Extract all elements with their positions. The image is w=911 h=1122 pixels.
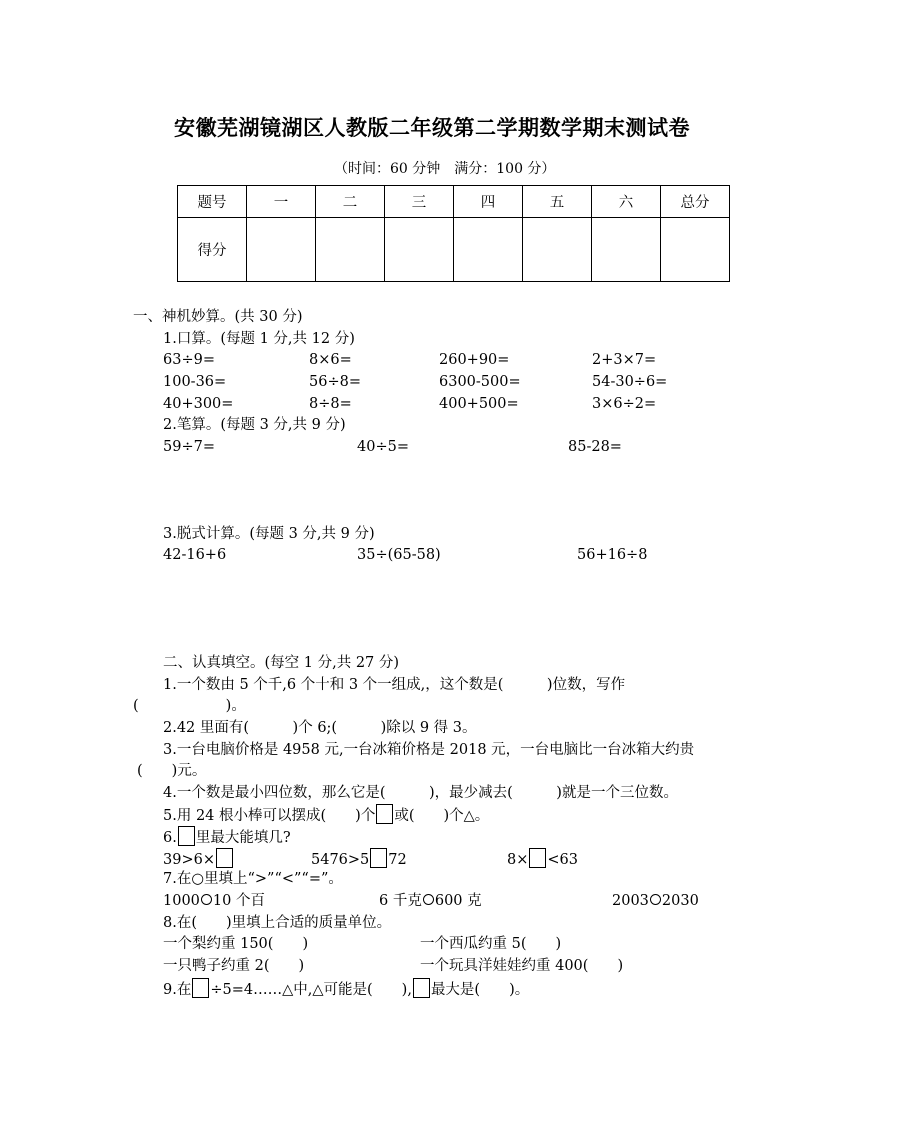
q3-heading: 3.脱式计算。(每题 3 分,共 9 分) [163, 526, 375, 542]
score-table-header-cell: 五 [523, 186, 592, 218]
fill-q6-item-text: 72 [388, 852, 407, 868]
fill-q5-text-b: 或( )个△。 [394, 808, 490, 824]
fill-q6-item [311, 848, 407, 870]
fill-q8-item: 一个梨约重 150( ) [163, 936, 309, 952]
square-icon [192, 978, 209, 998]
section2-heading: 二、认真填空。(每空 1 分,共 27 分) [163, 655, 400, 671]
step-calc-item: 56+16÷8 [577, 547, 648, 563]
square-icon [413, 978, 430, 998]
fill-q5 [163, 804, 489, 826]
fill-q7-item-text: 600 克 [434, 893, 482, 909]
answer-box[interactable] [216, 848, 233, 868]
answer-box[interactable] [529, 848, 546, 868]
oral-calc-item: 400+500= [439, 396, 519, 412]
fill-q6-item-text: 8× [507, 852, 529, 868]
score-cell[interactable] [523, 218, 592, 282]
exam-info: （时间：60 分钟 满分：100 分） [334, 161, 556, 177]
q2-heading: 2.笔算。(每题 3 分,共 9 分) [163, 417, 346, 433]
step-calc-item: 35÷(65-58) [357, 547, 441, 563]
score-table-row-label: 得分 [178, 218, 247, 282]
fill-q8-item: 一个西瓜约重 5( ) [420, 936, 562, 952]
written-calc-item: 85-28= [568, 439, 622, 455]
oral-calc-item: 6300-500= [439, 374, 521, 390]
oral-calc-item: 8×6= [309, 352, 352, 368]
written-calc-item: 40÷5= [357, 439, 409, 455]
fill-q9 [163, 978, 529, 1000]
fill-q9-text-a: 9.在 [163, 982, 192, 998]
score-cell[interactable] [454, 218, 523, 282]
score-cell[interactable] [385, 218, 454, 282]
oral-calc-item: 2+3×7= [592, 352, 657, 368]
fill-q8-heading: 8.在( )里填上合适的质量单位。 [163, 915, 392, 931]
fill-q3-line2: ( )元。 [137, 763, 207, 779]
oral-calc-item: 56÷8= [309, 374, 361, 390]
oral-calc-item: 8÷8= [309, 396, 352, 412]
fill-q6-item [163, 848, 234, 870]
score-table-header-row [178, 186, 730, 218]
score-table-score-row [178, 218, 730, 282]
fill-q4: 4.一个数是最小四位数，那么它是( )，最少减去( )就是一个三位数。 [163, 785, 678, 801]
oral-calc-item: 100-36= [163, 374, 227, 390]
fill-q1-line2: ( )。 [133, 698, 246, 714]
fill-q6-item-text: 39>6× [163, 852, 215, 868]
score-table-header-cell: 一 [247, 186, 316, 218]
section1-heading: 一、神机妙算。(共 30 分) [133, 309, 303, 325]
fill-q7-item-text: 1000 [163, 893, 200, 909]
fill-q7-item [379, 891, 482, 911]
fill-q6-item-text: <63 [547, 852, 578, 868]
fill-q6-number: 6. [163, 830, 177, 846]
score-table [177, 185, 730, 282]
score-table-header-cell: 三 [385, 186, 454, 218]
fill-q7-item-text: 10 个百 [212, 893, 265, 909]
fill-q7-item-text: 6 千克 [379, 893, 422, 909]
step-calc-item: 42-16+6 [163, 547, 227, 563]
fill-q6-item [507, 848, 578, 870]
score-table-header-cell: 六 [592, 186, 661, 218]
fill-q8-item: 一个玩具洋娃娃约重 400( ) [420, 958, 624, 974]
fill-q7-item [163, 891, 265, 911]
fill-q3-line1: 3.一台电脑价格是 4958 元,一台冰箱价格是 2018 元，一台电脑比一台冰箱大约贵 [163, 742, 695, 758]
fill-q9-text-b: ÷5=4……△中,△可能是( ), [210, 982, 412, 998]
oral-calc-item: 40+300= [163, 396, 234, 412]
fill-q8-item: 一只鸭子约重 2( ) [163, 958, 305, 974]
fill-q6-text: 里最大能填几? [195, 830, 291, 846]
fill-q6-item-text: 5476>5 [311, 852, 370, 868]
fill-q7-item-text: 2003 [612, 893, 649, 909]
oral-calc-item: 260+90= [439, 352, 510, 368]
score-cell[interactable] [316, 218, 385, 282]
fill-q2: 2.42 里面有( )个 6;( )除以 9 得 3。 [163, 720, 477, 736]
score-cell[interactable] [592, 218, 661, 282]
circle-icon[interactable] [201, 894, 212, 905]
score-cell[interactable] [661, 218, 730, 282]
fill-q7-item [612, 891, 699, 911]
fill-q6-heading [163, 826, 291, 848]
score-cell[interactable] [247, 218, 316, 282]
score-table-header-cell: 二 [316, 186, 385, 218]
q1-heading: 1.口算。(每题 1 分,共 12 分) [163, 331, 355, 347]
circle-icon[interactable] [650, 894, 661, 905]
fill-q1-line1: 1.一个数由 5 个千,6 个十和 3 个一组成,，这个数是( )位数，写作 [163, 677, 626, 693]
written-calc-item: 59÷7= [163, 439, 215, 455]
fill-q7-item-text: 2030 [661, 893, 699, 909]
score-table-header-cell: 题号 [178, 186, 247, 218]
square-icon [376, 804, 393, 824]
score-table-header-cell: 总分 [661, 186, 730, 218]
fill-q7-heading: 7.在○里填上“>”“<”“=”。 [163, 871, 343, 887]
oral-calc-item: 3×6÷2= [592, 396, 657, 412]
answer-box[interactable] [370, 848, 387, 868]
fill-q5-text-a: 5.用 24 根小棒可以摆成( )个 [163, 808, 376, 824]
circle-icon[interactable] [423, 894, 434, 905]
score-table-header-cell: 四 [454, 186, 523, 218]
fill-q9-text-c: 最大是( )。 [430, 982, 530, 998]
square-icon [178, 826, 195, 846]
page-title: 安徽芜湖镜湖区人教版二年级第二学期数学期末测试卷 [174, 115, 690, 140]
oral-calc-item: 63÷9= [163, 352, 215, 368]
oral-calc-item: 54-30÷6= [592, 374, 668, 390]
